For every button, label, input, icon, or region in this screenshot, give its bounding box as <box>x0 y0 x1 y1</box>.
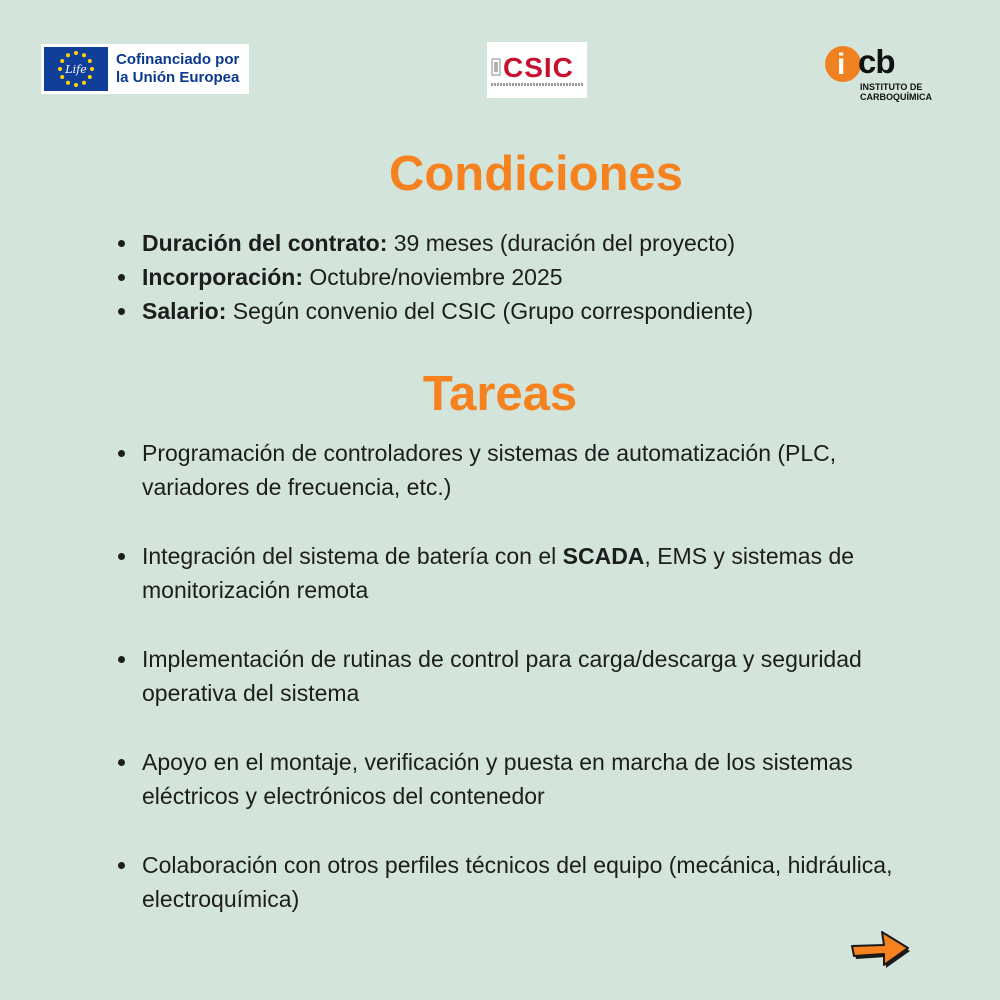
task-text: Programación de controladores y sistemas de automatización (PLC, variadores de frecuencia, etc.) <box>142 440 837 500</box>
condition-label: Salario: <box>142 298 227 324</box>
task-text-post: , EMS y sistemas de monitorización remota <box>142 543 855 603</box>
list-item <box>116 260 976 294</box>
condition-label: Incorporación: <box>142 264 304 290</box>
arrow-right-icon[interactable] <box>848 924 912 970</box>
condition-value: Octubre/noviembre 2025 <box>309 264 563 290</box>
list-item <box>116 642 946 710</box>
task-text: Implementación de rutinas de control para carga/descarga y seguridad operativa del sistema <box>142 646 862 706</box>
tareas-heading: Tareas <box>422 367 578 421</box>
csic-subtitle-line <box>491 83 583 86</box>
list-item <box>116 848 946 916</box>
csic-emblem-icon <box>491 57 501 77</box>
eu-flag-icon <box>44 47 108 91</box>
csic-wordmark: CSIC <box>503 52 574 83</box>
condition-value: Según convenio del CSIC (Grupo correspondiente) <box>232 298 754 324</box>
life-emblem-text: Life <box>65 63 87 76</box>
icb-i-letter: i <box>837 48 846 81</box>
task-text: Apoyo en el montaje, verificación y puesta en marcha de los sistemas eléctricos y electrónicos del contenedor <box>142 749 853 809</box>
eu-cofunding-text <box>116 51 239 87</box>
condiciones-heading: Condiciones <box>388 147 684 201</box>
list-item <box>116 745 946 813</box>
list-item <box>116 294 976 328</box>
csic-logo <box>487 42 587 98</box>
condiciones-list <box>116 226 976 328</box>
eu-line-2: la Unión Europea <box>116 69 240 86</box>
icb-cb-letters: cb <box>858 43 895 80</box>
task-text: Colaboración con otros perfiles técnicos del equipo (mecánica, hidráulica, electroquímica) <box>142 852 893 912</box>
tareas-list <box>116 436 946 951</box>
list-item <box>116 226 976 260</box>
task-text-pre: Integración del sistema de batería con el <box>142 543 563 569</box>
eu-cofunding-logo <box>41 44 249 94</box>
eu-line-1: Cofinanciado por <box>116 51 240 68</box>
list-item <box>116 436 946 504</box>
condition-value: 39 meses (duración del proyecto) <box>393 230 736 256</box>
task-text-bold: SCADA <box>562 543 645 569</box>
icb-logo <box>822 44 952 104</box>
condition-label: Duración del contrato: <box>142 230 388 256</box>
icb-line-1: INSTITUTO DE <box>860 82 923 92</box>
icb-line-2: CARBOQUÍMICA <box>860 92 932 102</box>
list-item <box>116 539 946 607</box>
icb-institute-name <box>860 82 932 102</box>
